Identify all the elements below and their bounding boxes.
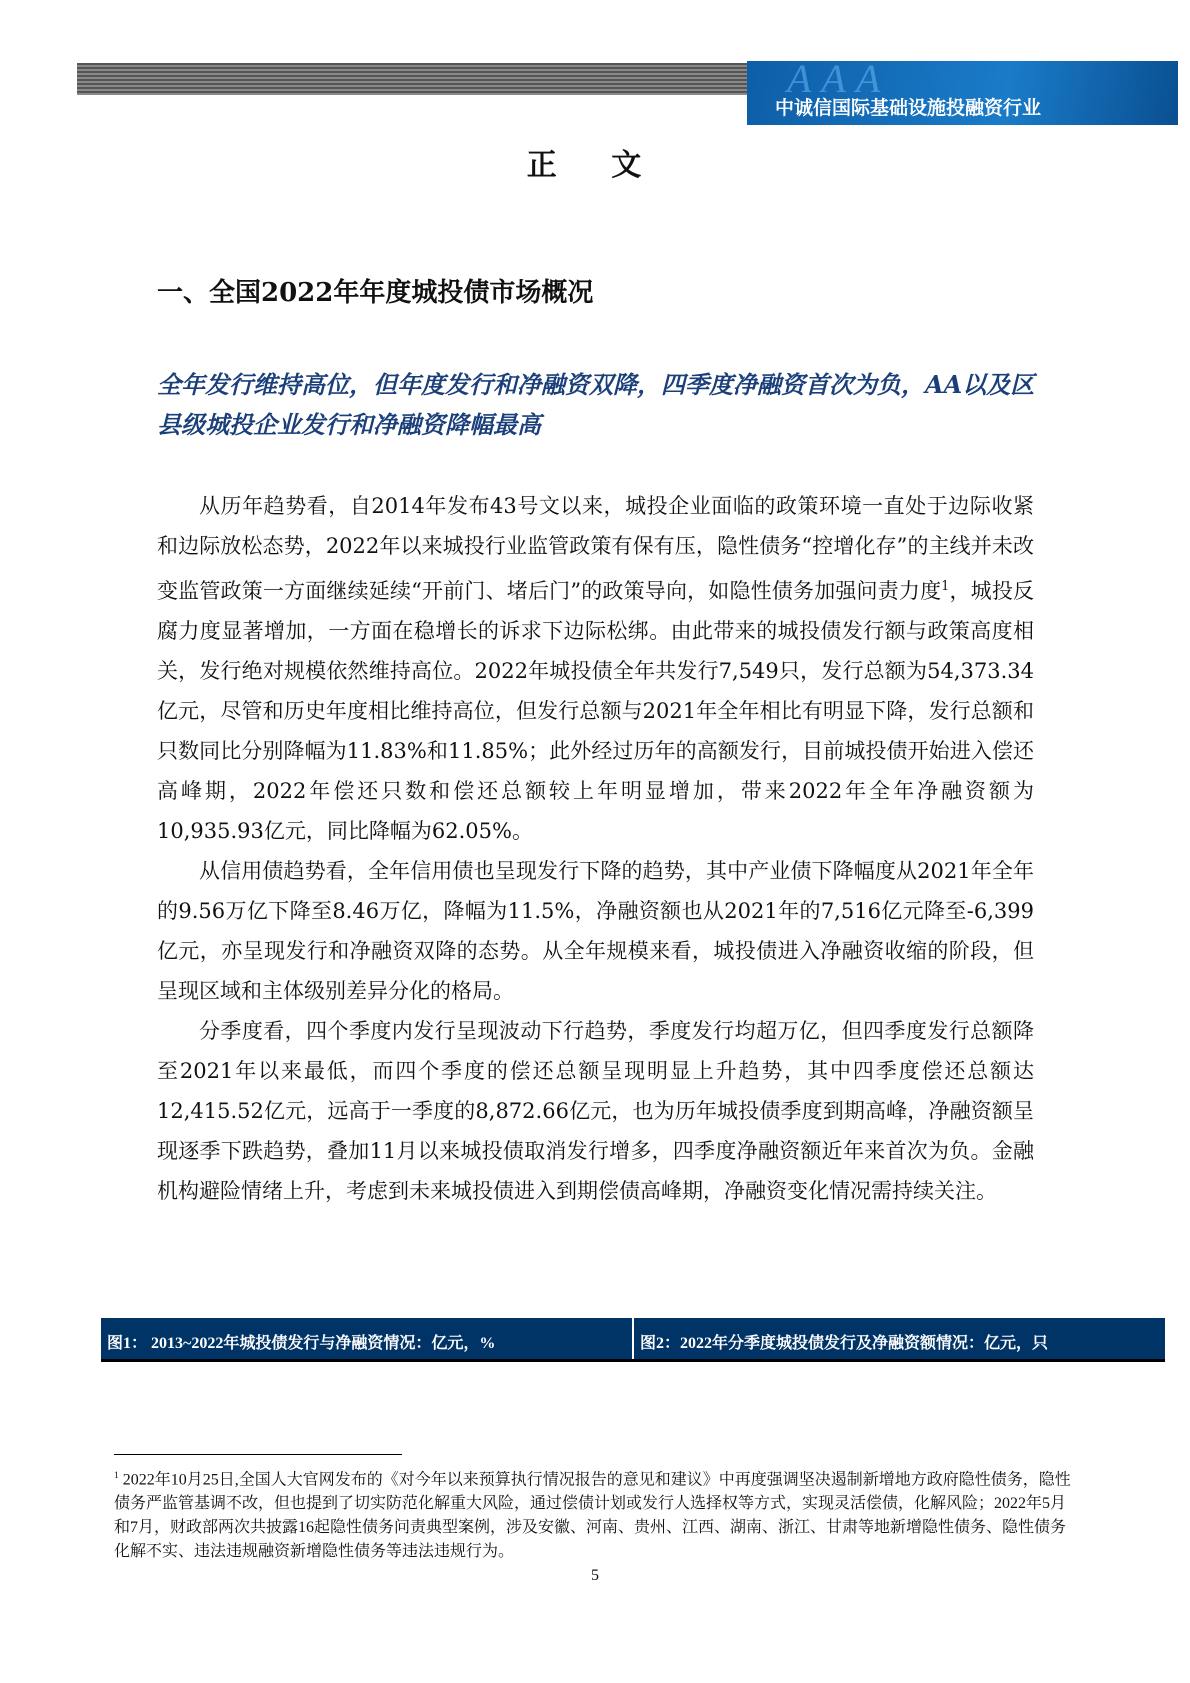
body-text [157,486,1034,1211]
footnote-ref[interactable]: 1 [941,578,950,593]
header-org-name: 中诚信国际基础设施投融资行业 [775,97,1042,119]
paragraph-text: 从历年趋势看，自2014年发布43号文以来，城投企业面临的政策环境一直处于边际收紧和边际放松态势，2022年以来城投行业监管政策有保有压，隐性债务“控增化存”的主线并未改变监管政策一方面继续延续“开前门、堵后门”的政策导向，如隐性债务加强问责力度 [157,494,1034,603]
page-number: 5 [591,1567,599,1584]
figure-1-caption: 图1： 2013~2022年城投债发行与净融资情况：亿元，% [101,1318,632,1359]
paragraph-text: ，城投反腐力度显著增加，一方面在稳增长的诉求下边际松绑。由此带来的城投债发行额与政策高度相关，发行绝对规模依然维持高位。2022年城投债全年共发行7,549只，发行总额为54,373.34亿元，尽管和历史年度相比维持高位，但发行总额与2021年全年相比有明显下降，发行总额和只数同比分别降幅为11.83%和11.85%；此外经过历年的高额发行，目前城投债开始进入偿还高峰期，2022年偿还只数和偿还总额较上年明显增加，带来2022年全年净融资额为10,935.93亿元，同比降幅为62.05%。 [157,579,1035,843]
subheading: 全年发行维持高位，但年度发行和净融资双降，四季度净融资首次为负，AA以及区县级城投企业发行和净融资降幅最高 [157,370,1035,439]
paragraph: 从信用债趋势看，全年信用债也呈现发行下降的趋势，其中产业债下降幅度从2021年全年的9.56万亿下降至8.46万亿，降幅为11.5%，净融资额也从2021年的7,516亿元降至-6,399亿元，亦呈现发行和净融资双降的态势。从全年规模来看，城投债进入净融资收缩的阶段，但呈现区域和主体级别差异分化的格局。 [157,859,1034,1003]
header-logo-banner [747,61,1178,125]
footnote [114,1464,1074,1564]
footnote-text: 2022年10月25日,全国人大官网发布的《对今年以来预算执行情况报告的意见和建议》中再度强调坚决遏制新增地方政府隐性债务，隐性债务严监管基调不改，但也提到了切实防范化解重大风险，通过偿债计划或发行人选择权等方式，实现灵活偿债，化解风险；2022年5月和7月，财政部两次共披露16起隐性债务问责典型案例，涉及安徽、河南、贵州、江西、湖南、浙江、甘肃等地新增隐性债务、隐性债务化解不实、违法违规融资新增隐性债务等违法违规行为。 [114,1471,1071,1561]
paragraph: 分季度看，四个季度内发行呈现波动下行趋势，季度发行均超万亿，但四季度发行总额降至2021年以来最低，而四个季度的偿还总额呈现明显上升趋势，其中四季度偿还总额达12,415.52亿元，远高于一季度的8,872.66亿元，也为历年城投债季度到期高峰，净融资额呈现逐季下跌趋势，叠加11月以来城投债取消发行增多，四季度净融资额近年来首次为负。金融机构避险情绪上升，考虑到未来城投债进入到期偿债高峰期，净融资变化情况需持续关注。 [157,1019,1034,1203]
paragraph [157,486,1034,851]
page-title: 正 文 [526,148,664,183]
figure-captions [101,1318,1165,1362]
section-heading: 一、全国2022年年度城投债市场概况 [157,278,594,308]
logo-letters: AAA [787,61,891,101]
header-stripe [77,63,749,95]
figure-2-caption: 图2：2022年分季度城投债发行及净融资额情况：亿元，只 [632,1318,1165,1359]
footnote-divider [114,1454,402,1455]
footnote-mark: 1 [114,1470,119,1481]
